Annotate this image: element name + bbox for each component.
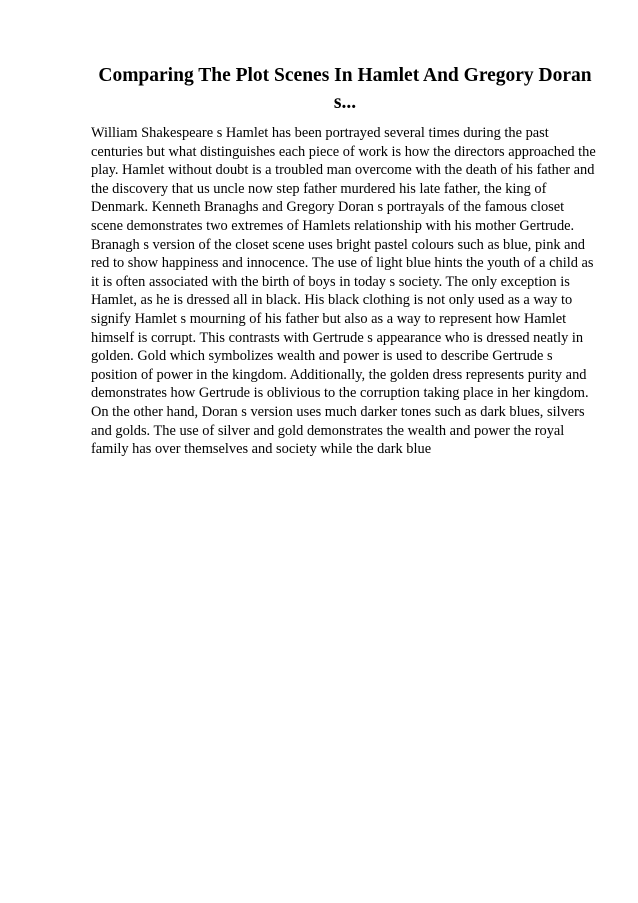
document-title: Comparing The Plot Scenes In Hamlet And Gregory Doran s... bbox=[98, 65, 592, 113]
paragraph-intro: William Shakespeare s Hamlet has been portrayed several times during the past centuries but what distinguishes each piece of work is how the directors approached the play. Hamlet without doubt is a troubled man overcome with the death of his father and the discovery that us uncle now step father murdered his late father, the king of Denmark. Kenneth Branaghs and Gregory Doran s portrayals of the famous closet scene demonstrates two extremes of Hamlets relationship with his mother Gertrude. bbox=[91, 125, 596, 234]
paragraph-doran: On the other hand, Doran s version uses much darker tones such as dark blues, silvers and golds. The use of silver and gold demonstrates the wealth and power the royal family has over themselves and society while the dark blue bbox=[91, 403, 585, 458]
document-body bbox=[91, 124, 599, 459]
paragraph-branagh: Branagh s version of the closet scene uses bright pastel colours such as blue, pink and red to show happiness and innocence. The use of light blue hints the youth of a child as it is often associated with the birth of boys in today s society. The only exception is Hamlet, as he is dressed all in black. His black clothing is not only used as a way to signify Hamlet s mourning of his father but also as a way to represent how Hamlet himself is corrupt. This contrasts with Gertrude s appearance who is dressed neatly in golden. Gold which symbolizes wealth and power is used to describe Gertrude s position of power in the kingdom. Additionally, the golden dress represents purity and demonstrates how Gertrude is oblivious to the corruption taking place in her kingdom. bbox=[91, 236, 594, 402]
